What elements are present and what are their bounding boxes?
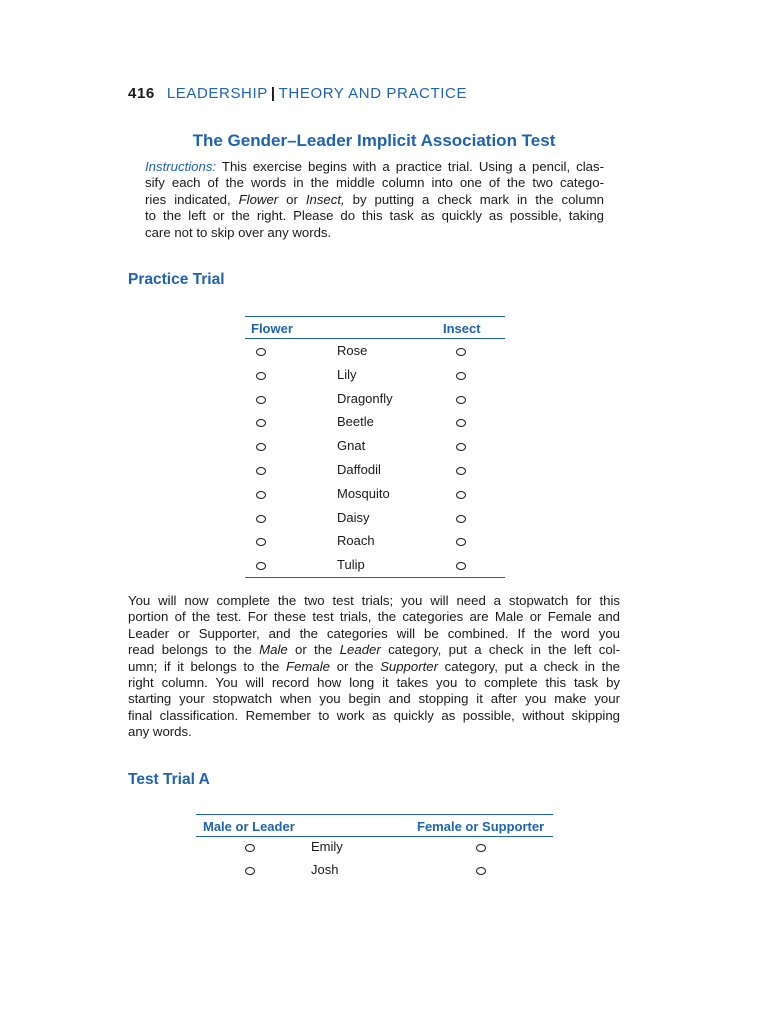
right-answer-circle[interactable] <box>476 867 486 875</box>
instructions-paragraph <box>145 159 604 241</box>
body-line: You will now complete the two test trials; you will need a stopwatch for this <box>128 593 620 608</box>
header-separator: | <box>270 85 276 102</box>
right-answer-circle[interactable] <box>456 562 466 570</box>
right-answer-circle[interactable] <box>456 515 466 523</box>
right-answer-circle[interactable] <box>476 844 486 852</box>
right-answer-circle[interactable] <box>456 396 466 404</box>
female-or-supporter-column-header: Female or Supporter <box>417 819 545 834</box>
word-label: Daisy <box>337 509 370 525</box>
left-answer-circle[interactable] <box>256 467 266 475</box>
word-label: Mosquito <box>337 485 390 501</box>
word-label: Rose <box>337 343 368 358</box>
test-trial-a-heading: Test Trial A <box>128 771 210 788</box>
left-answer-circle[interactable] <box>245 844 255 852</box>
word-label: Roach <box>337 533 375 549</box>
right-answer-circle[interactable] <box>456 491 466 499</box>
word-label: Dragonfly <box>337 390 393 406</box>
left-answer-circle[interactable] <box>256 443 266 451</box>
word-label: Daffodil <box>337 462 381 477</box>
body-line: portion of the test. For these test trials, the categories are Male or Female and <box>128 609 620 625</box>
body-line: Leader or Supporter, and the categories will be combined. If the word you <box>128 625 620 641</box>
right-answer-circle[interactable] <box>456 538 466 546</box>
word-label: Gnat <box>337 438 366 454</box>
word-label: Tulip <box>337 557 365 573</box>
instructions-line: Instructions: This exercise begins with a practice trial. Using a pencil, clas- <box>145 159 604 174</box>
left-answer-circle[interactable] <box>256 562 266 570</box>
insect-column-header: Insect <box>443 321 481 336</box>
instructions-label: Instructions: <box>145 159 217 174</box>
trial-a-table-header <box>196 814 553 837</box>
body-line: starting your stopwatch when you begin and stopping it after you make your <box>128 691 620 707</box>
practice-table-bottom-rule <box>245 577 505 578</box>
right-answer-circle[interactable] <box>456 419 466 427</box>
left-answer-circle[interactable] <box>256 538 266 546</box>
left-answer-circle[interactable] <box>256 491 266 499</box>
book-title: LEADERSHIP <box>166 85 268 102</box>
left-answer-circle[interactable] <box>245 867 255 875</box>
body-line: final classification. Remember to work as quickly as possible, without skipping <box>128 707 620 723</box>
body-line: any words. <box>128 724 192 740</box>
test-instructions-paragraph <box>128 593 620 741</box>
instructions-line: to the left or the right. Please do this task as quickly as possible, taking <box>145 208 604 224</box>
book-subtitle: THEORY AND PRACTICE <box>278 85 468 102</box>
right-answer-circle[interactable] <box>456 372 466 380</box>
instructions-line: sify each of the words in the middle column into one of the two catego- <box>145 175 604 191</box>
left-answer-circle[interactable] <box>256 372 266 380</box>
body-line: umn; if it belongs to the Female or the Supporter category, put a check in the <box>128 658 620 674</box>
right-answer-circle[interactable] <box>456 467 466 475</box>
instructions-line: care not to skip over any words. <box>145 224 332 240</box>
word-label: Lily <box>337 366 357 382</box>
flower-column-header: Flower <box>251 321 293 336</box>
word-label: Beetle <box>337 414 374 430</box>
left-answer-circle[interactable] <box>256 348 266 356</box>
word-label: Josh <box>311 861 339 877</box>
word-label: Emily <box>311 839 343 854</box>
page-number: 416 <box>128 85 155 102</box>
left-answer-circle[interactable] <box>256 515 266 523</box>
right-answer-circle[interactable] <box>456 348 466 356</box>
left-answer-circle[interactable] <box>256 396 266 404</box>
practice-table-header <box>245 316 505 339</box>
right-answer-circle[interactable] <box>456 443 466 451</box>
body-line: read belongs to the Male or the Leader category, put a check in the left col- <box>128 642 620 658</box>
practice-trial-table <box>245 316 505 579</box>
instructions-line: ries indicated, Flower or Insect, by putting a check mark in the column <box>145 191 605 207</box>
male-or-leader-column-header: Male or Leader <box>203 819 295 834</box>
test-trial-a-table <box>196 814 553 884</box>
left-answer-circle[interactable] <box>256 419 266 427</box>
practice-trial-heading: Practice Trial <box>128 271 225 288</box>
body-line: right column. You will record how long it takes you to complete this task by <box>128 675 620 691</box>
page-title: The Gender–Leader Implicit Association Test <box>192 131 556 150</box>
running-header <box>128 85 467 102</box>
